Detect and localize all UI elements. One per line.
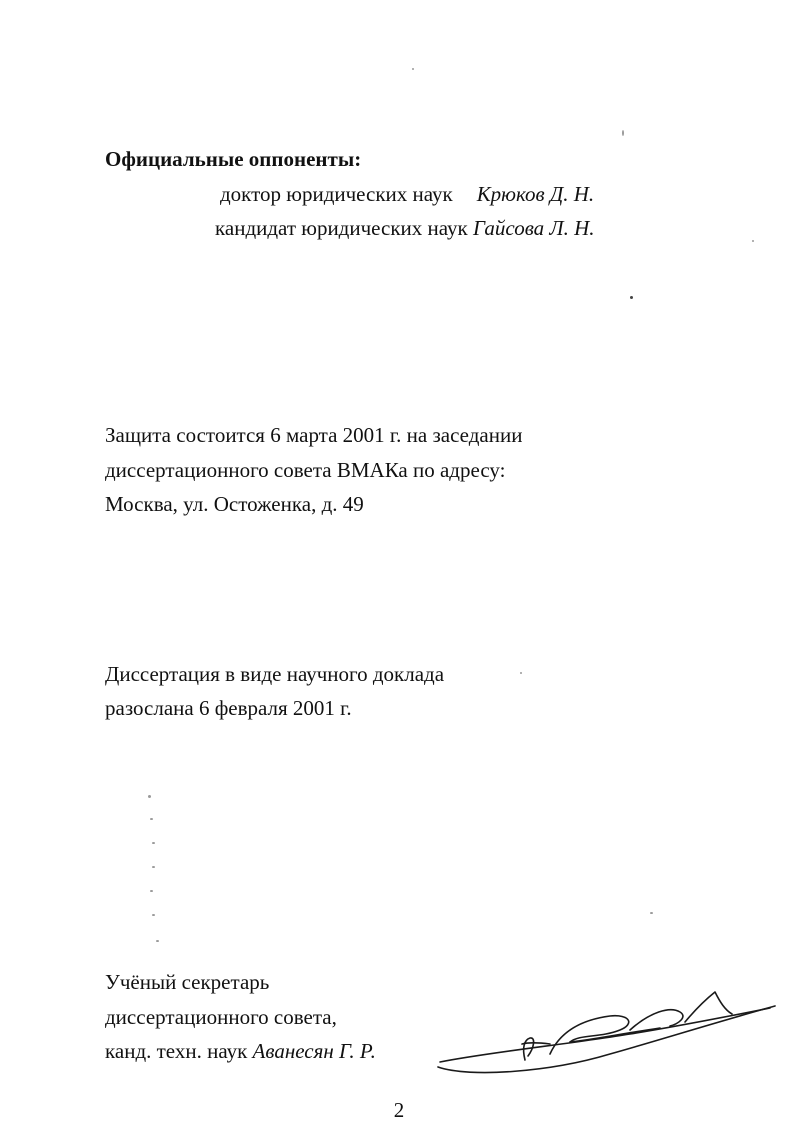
opponent-2 — [215, 215, 595, 241]
opponent-2-name: Гайсова Л. Н. — [472, 216, 595, 240]
scan-speck — [630, 296, 633, 299]
distribution-line-2: разослана 6 февраля 2001 г. — [105, 696, 352, 720]
opponents-heading: Официальные оппоненты: — [105, 147, 362, 171]
scan-speck — [520, 672, 522, 674]
signature-image — [430, 982, 780, 1082]
defense-line-2: диссертационного совета ВМАКа по адресу: — [105, 458, 506, 482]
scan-speck — [150, 890, 153, 892]
opponent-1-degree: доктор юридических наук — [220, 182, 453, 206]
opponent-2-degree: кандидат юридических наук — [215, 216, 468, 240]
scan-speck — [622, 130, 624, 136]
scan-speck — [148, 795, 151, 798]
scan-speck — [752, 240, 754, 242]
opponent-1-name: Крюков Д. Н. — [476, 182, 595, 206]
secretary-line-2: диссертационного совета, — [105, 1005, 337, 1029]
defense-line-1: Защита состоится 6 марта 2001 г. на заседании — [105, 423, 523, 447]
secretary-degree: канд. техн. наук — [105, 1039, 248, 1063]
scan-speck — [150, 818, 153, 820]
secretary-line-3 — [105, 1038, 376, 1064]
scan-speck — [156, 940, 159, 942]
page-number: 2 — [393, 1098, 405, 1122]
secretary-line-1: Учёный секретарь — [105, 970, 270, 994]
opponent-1 — [220, 181, 594, 207]
scan-speck — [152, 842, 155, 844]
secretary-name: Аванесян Г. Р. — [252, 1039, 376, 1063]
defense-line-3: Москва, ул. Остоженка, д. 49 — [105, 492, 364, 516]
distribution-line-1: Диссертация в виде научного доклада — [105, 662, 445, 686]
scan-speck — [152, 866, 155, 868]
scan-speck — [650, 912, 653, 914]
scan-speck — [152, 914, 155, 916]
scan-speck — [412, 68, 414, 70]
